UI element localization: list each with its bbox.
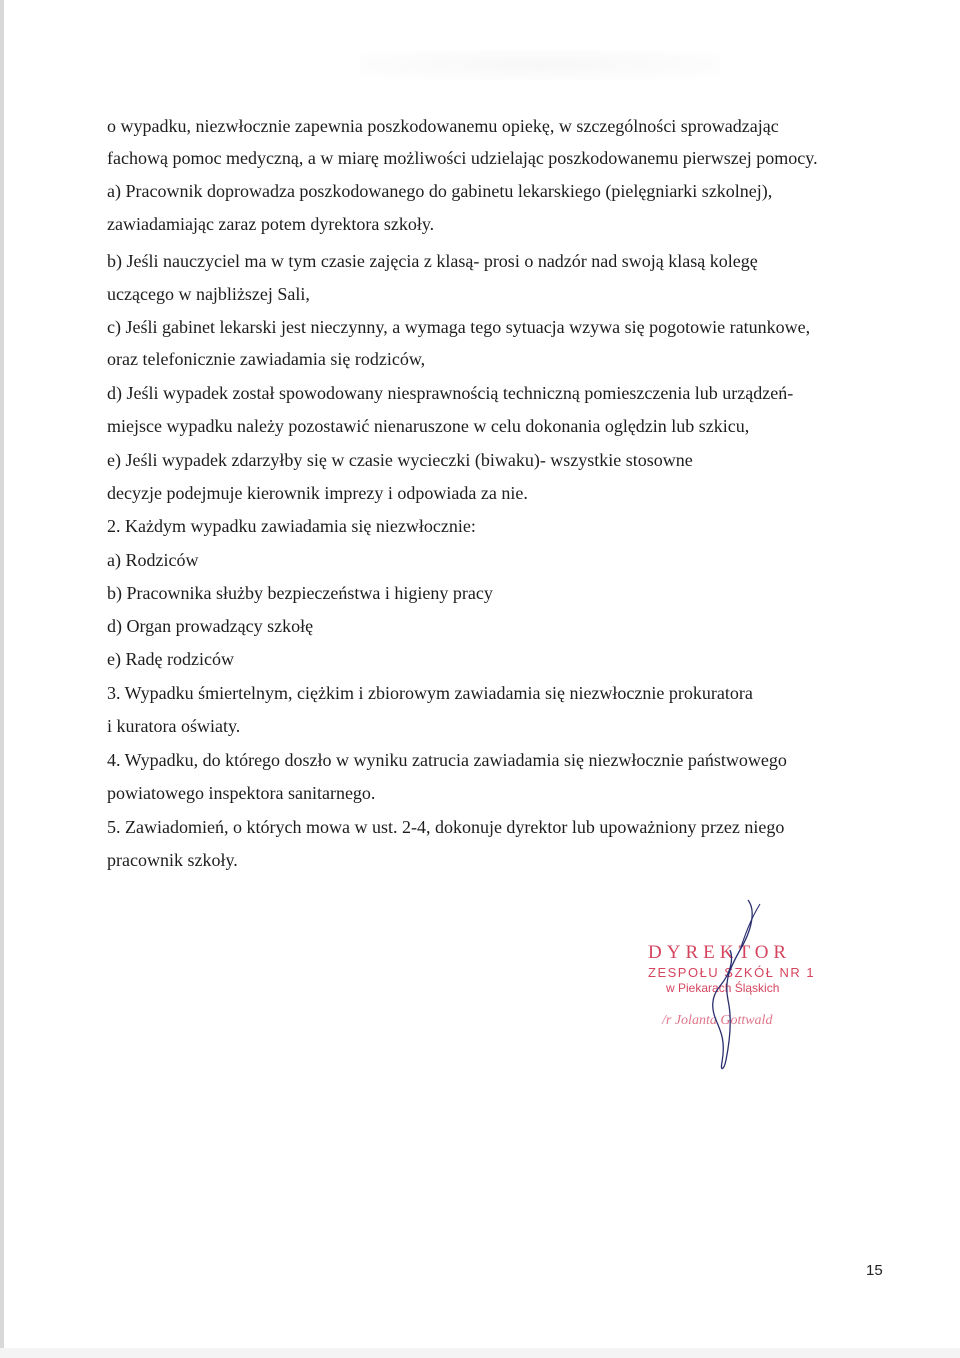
text-line-15: b) Pracownika służby bezpieczeństwa i higieny pracy [107, 583, 493, 603]
stamp-director-name: /r Jolanta Gottwald [662, 1013, 773, 1028]
text-line-5: b) Jeśli nauczyciel ma w tym czasie zajęcia z klasą- prosi o nadzór nad swoją klasą kolegę [107, 251, 758, 271]
handwritten-signature [690, 890, 780, 1080]
text-line-8: oraz telefonicznie zawiadamia się rodziców, [107, 349, 426, 369]
text-line-23: pracownik szkoły. [107, 850, 238, 870]
text-line-6: uczącego w najbliższej Sali, [107, 284, 310, 304]
text-line-9: d) Jeśli wypadek został spowodowany niesprawnością techniczną pomieszczenia lub urządzeń- [107, 383, 794, 403]
stamp-school-city: w Piekarach Śląskich [666, 981, 780, 995]
stamp-title: DYREKTOR [648, 942, 792, 963]
text-line-22: 5. Zawiadomień, o których mowa w ust. 2-4, dokonuje dyrektor lub upoważniony przez niego [107, 817, 785, 837]
text-line-10: miejsce wypadku należy pozostawić nienaruszone w celu dokonania oględzin lub szkicu, [107, 416, 750, 436]
text-line-16: d) Organ prowadzący szkołę [107, 616, 314, 636]
text-line-20: 4. Wypadku, do którego doszło w wyniku zatrucia zawiadamia się niezwłocznie państwowego [107, 750, 787, 770]
text-line-18: 3. Wypadku śmiertelnym, ciężkim i zbiorowym zawiadamia się niezwłocznie prokuratora [107, 683, 753, 703]
scan-smudge [360, 50, 720, 80]
text-line-14: a) Rodziców [107, 550, 199, 570]
scan-bottom-edge [0, 1348, 960, 1358]
page-number: 15 [866, 1262, 883, 1279]
stamp-school-name: ZESPOŁU SZKÓŁ NR 1 [648, 965, 816, 980]
text-line-3: a) Pracownik doprowadza poszkodowanego do gabinetu lekarskiego (pielęgniarki szkolnej), [107, 181, 773, 201]
text-line-12: decyzje podejmuje kierownik imprezy i odpowiada za nie. [107, 483, 528, 503]
text-line-17: e) Radę rodziców [107, 649, 234, 669]
text-line-19: i kuratora oświaty. [107, 716, 241, 736]
text-line-7: c) Jeśli gabinet lekarski jest nieczynny, a wymaga tego sytuacja wzywa się pogotowie ratunkowe, [107, 317, 811, 337]
text-line-1: o wypadku, niezwłocznie zapewnia poszkodowanemu opiekę, w szczególności sprowadzając [107, 116, 779, 136]
text-line-13: 2. Każdym wypadku zawiadamia się niezwłocznie: [107, 516, 476, 536]
text-line-11: e) Jeśli wypadek zdarzyłby się w czasie wycieczki (biwaku)- wszystkie stosowne [107, 450, 693, 470]
text-line-2: fachową pomoc medyczną, a w miarę możliwości udzielając poszkodowanemu pierwszej pomocy. [107, 148, 818, 168]
text-line-4: zawiadamiając zaraz potem dyrektora szkoły. [107, 214, 435, 234]
scan-left-edge [0, 0, 4, 1358]
text-line-21: powiatowego inspektora sanitarnego. [107, 783, 376, 803]
